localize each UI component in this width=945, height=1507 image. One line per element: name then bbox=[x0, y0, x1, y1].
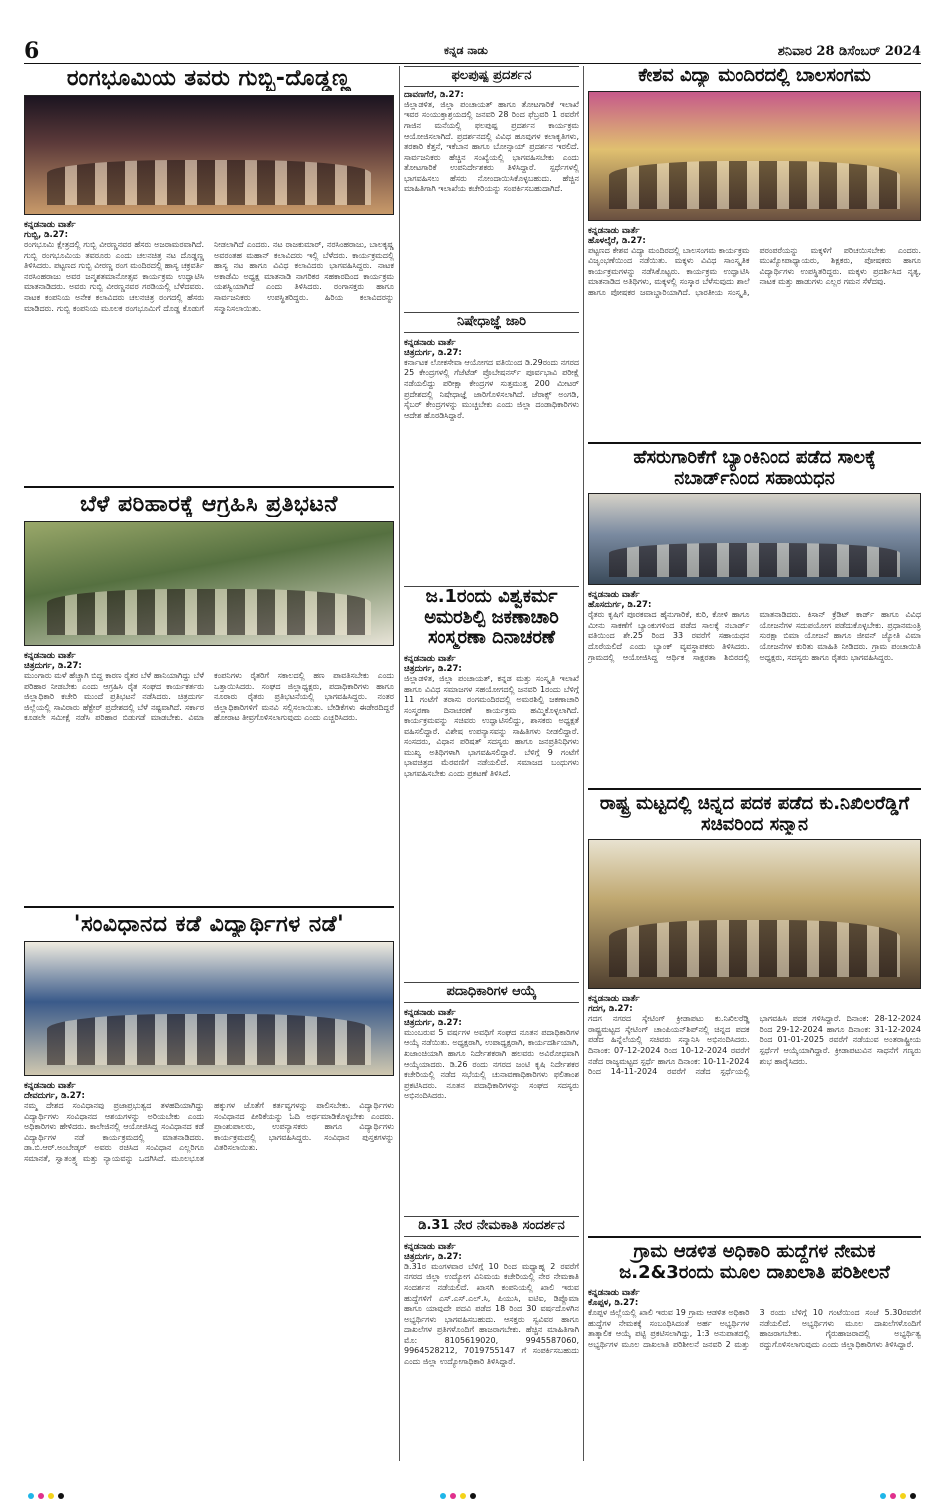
article-body: ರಂಗಭೂಮಿ ಕ್ಷೇತ್ರದಲ್ಲಿ ಗುಬ್ಬಿ ವೀರಣ್ಣನವರ ಹೆಸರು ಅಜರಾಮರವಾಗಿದೆ. ಗುಬ್ಬಿ ರಂಗಭೂಮಿಯ ತವರೂರು ಎಂದು ಚಲನಚಿತ್ರ ನಟ ದೊಡ್ಡಣ್ಣ ತಿಳಿಸಿದರು. ಪಟ್ಟಣದ ಗುಬ್ಬಿ ವೀರಣ್ಣ ರಂಗ ಮಂದಿರದಲ್ಲಿ ಹಾಸ್ಯ ಚಕ್ರವರ್ತಿ ನರಸಿಂಹರಾಜು ಅವರ ಜನ್ಮಶತಮಾನೋತ್ಸವ ಕಾರ್ಯಕ್ರಮ ಉದ್ಘಾಟಿಸಿ ಮಾತನಾಡಿದರು. ಅವರು ಗುಬ್ಬಿ ವೀರಣ್ಣನವರ ಗರಡಿಯಲ್ಲಿ ಬೆಳೆದವರು. ನಾಟಕ ಕಂಪನಿಯ ಅನೇಕ ಕಲಾವಿದರು ಚಲನಚಿತ್ರ ರಂಗದಲ್ಲಿ ಹೆಸರು ಮಾಡಿದರು. ಗುಬ್ಬಿ ಕಂಪನಿಯ ಮೂಲಕ ರಂಗಭೂಮಿಗೆ ದೊಡ್ಡ ಕೊಡುಗೆ ನೀಡಲಾಗಿದೆ ಎಂದರು. ನಟ ರಾಜಕುಮಾರ್, ನರಸಿಂಹರಾಜು, ಬಾಲಕೃಷ್ಣ ಅವರಂತಹ ಮಹಾನ್ ಕಲಾವಿದರು ಇಲ್ಲಿ ಬೆಳೆದರು. ಕಾರ್ಯಕ್ರಮದಲ್ಲಿ ಹಾಸ್ಯ ನಟ ಹಾಗೂ ವಿವಿಧ ಕಲಾವಿದರು ಭಾಗವಹಿಸಿದ್ದರು. ನಾಟಕ ಅಕಾಡೆಮಿ ಅಧ್ಯಕ್ಷ ಮಾತನಾಡಿ ನಾಗರಿಕರ ಸಹಕಾರದಿಂದ ಕಾರ್ಯಕ್ರಮ ಯಶಸ್ವಿಯಾಗಿದೆ ಎಂದು ತಿಳಿಸಿದರು. ರಂಗಾಸಕ್ತರು ಹಾಗೂ ಸಾರ್ವಜನಿಕರು ಉಪಸ್ಥಿತರಿದ್ದರು. ಹಿರಿಯ ಕಲಾವಿದರನ್ನು ಸನ್ಮಾನಿಸಲಾಯಿತು. bbox=[24, 240, 394, 313]
magenta-dot bbox=[450, 1493, 456, 1499]
article-body: ಕರ್ನಾಟಕ ಲೋಕಸೇವಾ ಆಯೋಗದ ವತಿಯಿಂದ ಡಿ.29ರಂದು ನಗರದ 25 ಕೇಂದ್ರಗಳಲ್ಲಿ ಗೆಜೆಟೆಡ್ ಪ್ರೊಬೇಷನರ್ಸ್ ಪೂರ್ವಭಾವಿ ಪರೀಕ್ಷೆ ನಡೆಯಲಿದ್ದು ಪರೀಕ್ಷಾ ಕೇಂದ್ರಗಳ ಸುತ್ತಮುತ್ತ 200 ಮೀಟರ್ ಪ್ರದೇಶದಲ್ಲಿ ನಿಷೇಧಾಜ್ಞೆ ಜಾರಿಗೊಳಿಸಲಾಗಿದೆ. ಜೆರಾಕ್ಸ್ ಅಂಗಡಿ, ಸೈಬರ್ ಕೇಂದ್ರಗಳನ್ನು ಮುಚ್ಚಬೇಕು ಎಂದು ಜಿಲ್ಲಾ ದಂಡಾಧಿಕಾರಿಗಳು ಆದೇಶ ಹೊರಡಿಸಿದ್ದಾರೆ. bbox=[404, 357, 579, 420]
divider bbox=[24, 486, 394, 488]
article-photo bbox=[588, 839, 921, 989]
article-body: ಕೊಪ್ಪಳ ಜಿಲ್ಲೆಯಲ್ಲಿ ಖಾಲಿ ಇರುವ 19 ಗ್ರಾಮ ಆಡಳಿತ ಅಧಿಕಾರಿ ಹುದ್ದೆಗಳ ನೇಮಕಕ್ಕೆ ಸಂಬಂಧಿಸಿದಂತೆ ಅರ್ಹ ಅಭ್ಯರ್ಥಿಗಳ ತಾತ್ಕಾಲಿಕ ಆಯ್ಕೆ ಪಟ್ಟಿ ಪ್ರಕಟಿಸಲಾಗಿದ್ದು, 1:3 ಅನುಪಾತದಲ್ಲಿ ಅಭ್ಯರ್ಥಿಗಳ ಮೂಲ ದಾಖಲಾತಿ ಪರಿಶೀಲನೆ ಜನವರಿ 2 ಮತ್ತು 3 ರಂದು ಬೆಳಿಗ್ಗೆ 10 ಗಂಟೆಯಿಂದ ಸಂಜೆ 5.30ರವರೆಗೆ ನಡೆಯಲಿದೆ. ಅಭ್ಯರ್ಥಿಗಳು ಮೂಲ ದಾಖಲೆಗಳೊಂದಿಗೆ ಹಾಜರಾಗಬೇಕು. ಗೈರುಹಾಜರಾದಲ್ಲಿ ಅಭ್ಯರ್ಥಿತ್ವ ರದ್ದುಗೊಳಿಸಲಾಗುವುದು ಎಂದು ಜಿಲ್ಲಾಧಿಕಾರಿಗಳು ತಿಳಿಸಿದ್ದಾರೆ. bbox=[588, 1308, 921, 1350]
article-protest bbox=[24, 492, 394, 904]
headline: ಬೆಳೆ ಪರಿಹಾರಕ್ಕೆ ಆಗ್ರಹಿಸಿ ಪ್ರತಿಭಟನೆ bbox=[80, 492, 338, 517]
headline: ಗ್ರಾಮ ಆಡಳಿತ ಅಧಿಕಾರಿ ಹುದ್ದೆಗಳ ನೇಮಕ ಜ.2&3ರಂದು ಮೂಲ ದಾಖಲಾತಿ ಪರಿಶೀಲನೆ bbox=[619, 1242, 890, 1283]
article-photo bbox=[588, 493, 921, 585]
article-photo bbox=[588, 91, 921, 221]
byline: ಕನ್ನಡನಾಡು ವಾರ್ತೆ bbox=[588, 225, 640, 236]
headline: 'ಸಂವಿಧಾನದ ಕಡೆ ವಿದ್ಯಾರ್ಥಿಗಳ ನಡೆ' bbox=[73, 912, 345, 937]
article-body: ಜಿಲ್ಲಾಡಳಿತ, ಜಿಲ್ಲಾ ಪಂಚಾಯತ್ ಹಾಗೂ ತೋಟಗಾರಿಕೆ ಇಲಾಖೆ ಇವರ ಸಂಯುಕ್ತಾಶ್ರಯದಲ್ಲಿ ಜನವರಿ 28 ರಿಂದ ಫೆಬ್ರವರಿ 1 ರವರೆಗೆ ಗಾಜಿನ ಮನೆಯಲ್ಲಿ ಫಲಪುಷ್ಪ ಪ್ರದರ್ಶನ ಕಾರ್ಯಕ್ರಮ ಆಯೋಜಿಸಲಾಗಿದೆ. ಪ್ರದರ್ಶನದಲ್ಲಿ ವಿವಿಧ ಹೂವುಗಳ ಕಲಾಕೃತಿಗಳು, ತರಕಾರಿ ಕೆತ್ತನೆ, ಇಕೆಬಾನ ಹಾಗೂ ಬೋನ್ಸಾಯ್ ಪ್ರದರ್ಶನ ಇರಲಿದೆ. ಸಾರ್ವಜನಿಕರು ಹೆಚ್ಚಿನ ಸಂಖ್ಯೆಯಲ್ಲಿ ಭಾಗವಹಿಸಬೇಕು ಎಂದು ತೋಟಗಾರಿಕೆ ಉಪನಿರ್ದೇಶಕರು ತಿಳಿಸಿದ್ದಾರೆ. ಸ್ಪರ್ಧೆಗಳಲ್ಲಿ ಭಾಗವಹಿಸಲು ಹೆಸರು ನೋಂದಾಯಿಸಿಕೊಳ್ಳಬಹುದು. ಹೆಚ್ಚಿನ ಮಾಹಿತಿಗಾಗಿ ಇಲಾಖೆಯ ಕಚೇರಿಯನ್ನು ಸಂಪರ್ಕಿಸಬಹುದಾಗಿದೆ. bbox=[404, 99, 579, 194]
byline: ಕನ್ನಡನಾಡು ವಾರ್ತೆ bbox=[404, 1241, 456, 1252]
black-dot bbox=[58, 1493, 64, 1499]
dateline: ದಾವಣಗೆರೆ, ಡಿ.27: bbox=[404, 89, 464, 100]
registration-marks bbox=[440, 1493, 476, 1499]
article-balasangama bbox=[588, 66, 921, 438]
divider bbox=[588, 1236, 921, 1238]
cyan-dot bbox=[440, 1493, 446, 1499]
article-flower-show bbox=[404, 66, 579, 308]
article-body: ನಮ್ಮ ದೇಶದ ಸಂವಿಧಾನವು ಪ್ರಜಾಪ್ರಭುತ್ವದ ತಳಹದಿಯಾಗಿದ್ದು ವಿದ್ಯಾರ್ಥಿಗಳು ಸಂವಿಧಾನದ ಆಶಯಗಳನ್ನು ಅರಿಯಬೇಕು ಎಂದು ಅಧಿಕಾರಿಗಳು ಹೇಳಿದರು. ಕಾಲೇಜಿನಲ್ಲಿ ಆಯೋಜಿಸಿದ್ದ ಸಂವಿಧಾನದ ಕಡೆ ವಿದ್ಯಾರ್ಥಿಗಳ ನಡೆ ಕಾರ್ಯಕ್ರಮದಲ್ಲಿ ಮಾತನಾಡಿದರು. ಡಾ.ಬಿ.ಆರ್.ಅಂಬೇಡ್ಕರ್ ಅವರು ರಚಿಸಿದ ಸಂವಿಧಾನ ಎಲ್ಲರಿಗೂ ಸಮಾನತೆ, ಸ್ವಾತಂತ್ರ್ಯ ಮತ್ತು ನ್ಯಾಯವನ್ನು ಒದಗಿಸಿದೆ. ಮೂಲಭೂತ ಹಕ್ಕುಗಳ ಜೊತೆಗೆ ಕರ್ತವ್ಯಗಳನ್ನು ಪಾಲಿಸಬೇಕು. ವಿದ್ಯಾರ್ಥಿಗಳು ಸಂವಿಧಾನದ ಪೀಠಿಕೆಯನ್ನು ಓದಿ ಅರ್ಥಮಾಡಿಕೊಳ್ಳಬೇಕು ಎಂದರು. ಪ್ರಾಂಶುಪಾಲರು, ಉಪನ್ಯಾಸಕರು ಹಾಗೂ ವಿದ್ಯಾರ್ಥಿಗಳು ಕಾರ್ಯಕ್ರಮದಲ್ಲಿ ಭಾಗವಹಿಸಿದ್ದರು. ಸಂವಿಧಾನ ಪುಸ್ತಕಗಳನ್ನು ವಿತರಿಸಲಾಯಿತು. bbox=[24, 1101, 394, 1164]
byline: ಕನ್ನಡನಾಡು ವಾರ್ತೆ bbox=[24, 220, 76, 231]
byline: ಕನ್ನಡನಾಡು ವಾರ್ತೆ bbox=[588, 590, 640, 601]
magenta-dot bbox=[38, 1493, 44, 1499]
dateline: ಚಿತ್ರದುರ್ಗ, ಡಿ.27: bbox=[404, 347, 462, 358]
byline: ಕನ್ನಡನಾಡು ವಾರ್ತೆ bbox=[404, 654, 456, 665]
headline: ನಿಷೇಧಾಜ್ಞೆ ಜಾರಿ bbox=[404, 312, 579, 333]
article-jakanachari bbox=[404, 586, 579, 978]
article-gubbi bbox=[24, 66, 394, 484]
divider bbox=[24, 906, 394, 908]
registration-marks bbox=[880, 1493, 916, 1499]
column-rule bbox=[583, 66, 584, 1461]
article-photo bbox=[24, 521, 394, 646]
byline: ಕನ್ನಡನಾಡು ವಾರ್ತೆ bbox=[588, 994, 640, 1005]
registration-marks bbox=[28, 1493, 64, 1499]
yellow-dot bbox=[48, 1493, 54, 1499]
article-body: ಪಟ್ಟಣದ ಕೇಶವ ವಿದ್ಯಾ ಮಂದಿರದಲ್ಲಿ ಬಾಲಸಂಗಮ ಕಾರ್ಯಕ್ರಮ ವಿಜೃಂಭಣೆಯಿಂದ ನಡೆಯಿತು. ಮಕ್ಕಳು ವಿವಿಧ ಸಾಂಸ್ಕೃತಿಕ ಕಾರ್ಯಕ್ರಮಗಳನ್ನು ನಡೆಸಿಕೊಟ್ಟರು. ಕಾರ್ಯಕ್ರಮ ಉದ್ಘಾಟಿಸಿ ಮಾತನಾಡಿದ ಅತಿಥಿಗಳು, ಮಕ್ಕಳಲ್ಲಿ ಸಂಸ್ಕಾರ ಬೆಳೆಸುವುದು ಶಾಲೆ ಹಾಗೂ ಪೋಷಕರ ಜವಾಬ್ದಾರಿಯಾಗಿದೆ. ಭಾರತೀಯ ಸಂಸ್ಕೃತಿ, ಪರಂಪರೆಯನ್ನು ಮಕ್ಕಳಿಗೆ ಪರಿಚಯಿಸಬೇಕು ಎಂದರು. ಮುಖ್ಯೋಪಾಧ್ಯಾಯರು, ಶಿಕ್ಷಕರು, ಪೋಷಕರು ಹಾಗೂ ವಿದ್ಯಾರ್ಥಿಗಳು ಉಪಸ್ಥಿತರಿದ್ದರು. ಮಕ್ಕಳು ಪ್ರದರ್ಶಿಸಿದ ನೃತ್ಯ, ನಾಟಕ ಮತ್ತು ಹಾಡುಗಳು ಎಲ್ಲರ ಗಮನ ಸೆಳೆದವು. bbox=[588, 245, 921, 297]
article-body: ಡಿ.31ರ ಮಂಗಳವಾರ ಬೆಳಿಗ್ಗೆ 10 ರಿಂದ ಮಧ್ಯಾಹ್ನ 2 ರವರೆಗೆ ನಗರದ ಜಿಲ್ಲಾ ಉದ್ಯೋಗ ವಿನಿಮಯ ಕಚೇರಿಯಲ್ಲಿ ನೇರ ನೇಮಕಾತಿ ಸಂದರ್ಶನ ನಡೆಯಲಿದೆ. ಖಾಸಗಿ ಕಂಪನಿಯಲ್ಲಿ ಖಾಲಿ ಇರುವ ಹುದ್ದೆಗಳಿಗೆ ಎಸ್.ಎಸ್.ಎಲ್.ಸಿ, ಪಿಯುಸಿ, ಐಟಿಐ, ಡಿಪ್ಲೊಮಾ ಹಾಗೂ ಯಾವುದೇ ಪದವಿ ಪಡೆದ 18 ರಿಂದ 30 ವರ್ಷದೊಳಗಿನ ಅಭ್ಯರ್ಥಿಗಳು ಭಾಗವಹಿಸಬಹುದು. ಆಸಕ್ತರು ಸ್ವವಿವರ ಹಾಗೂ ದಾಖಲೆಗಳ ಪ್ರತಿಗಳೊಂದಿಗೆ ಹಾಜರಾಗಬೇಕು. ಹೆಚ್ಚಿನ ಮಾಹಿತಿಗಾಗಿ ಮೊ: 8105619020, 9945587060, 9964528212, 7019755147 ಗೆ ಸಂಪರ್ಕಿಸಬಹುದು ಎಂದು ಜಿಲ್ಲಾ ಉದ್ಯೋಗಾಧಿಕಾರಿ ತಿಳಿಸಿದ್ದಾರೆ. bbox=[404, 1261, 579, 1366]
dateline: ಹೊಸದುರ್ಗ, ಡಿ.27: bbox=[588, 600, 652, 611]
byline: ಕನ್ನಡನಾಡು ವಾರ್ತೆ bbox=[588, 1288, 640, 1299]
article-body: ಮುಂಬರುವ 5 ವರ್ಷಗಳ ಅವಧಿಗೆ ಸಂಘದ ನೂತನ ಪದಾಧಿಕಾರಿಗಳ ಆಯ್ಕೆ ನಡೆಯಿತು. ಅಧ್ಯಕ್ಷರಾಗಿ, ಉಪಾಧ್ಯಕ್ಷರಾಗಿ, ಕಾರ್ಯದರ್ಶಿಯಾಗಿ, ಖಜಾಂಚಿಯಾಗಿ ಹಾಗೂ ನಿರ್ದೇಶಕರಾಗಿ ಹಲವರು ಅವಿರೋಧವಾಗಿ ಆಯ್ಕೆಯಾದರು. ಡಿ.26 ರಂದು ನಗರದ ಜಂಟಿ ಕೃಷಿ ನಿರ್ದೇಶಕರ ಕಚೇರಿಯಲ್ಲಿ ನಡೆದ ಸಭೆಯಲ್ಲಿ ಚುನಾವಣಾಧಿಕಾರಿಗಳು ಫಲಿತಾಂಶ ಪ್ರಕಟಿಸಿದರು. ನೂತನ ಪದಾಧಿಕಾರಿಗಳನ್ನು ಸಂಘದ ಸದಸ್ಯರು ಅಭಿನಂದಿಸಿದರು. bbox=[404, 1027, 579, 1101]
headline: ಕೇಶವ ವಿದ್ಯಾ ಮಂದಿರದಲ್ಲಿ ಬಾಲಸಂಗಮ bbox=[638, 66, 871, 86]
article-prohibitory-order bbox=[404, 312, 579, 582]
dateline: ಚಿತ್ರದುರ್ಗ, ಡಿ.27: bbox=[404, 1251, 462, 1262]
divider bbox=[588, 788, 921, 790]
byline: ಕನ್ನಡನಾಡು ವಾರ್ತೆ bbox=[404, 1007, 456, 1018]
yellow-dot bbox=[460, 1493, 466, 1499]
masthead bbox=[24, 40, 921, 64]
yellow-dot bbox=[900, 1493, 906, 1499]
article-body: ಮುಂಗಾರು ಮಳೆ ಹೆಚ್ಚಾಗಿ ಬಿದ್ದ ಕಾರಣ ರೈತರ ಬೆಳೆ ಹಾನಿಯಾಗಿದ್ದು ಬೆಳೆ ಪರಿಹಾರ ನೀಡಬೇಕು ಎಂದು ಆಗ್ರಹಿಸಿ ರೈತ ಸಂಘದ ಕಾರ್ಯಕರ್ತರು ಜಿಲ್ಲಾಧಿಕಾರಿ ಕಚೇರಿ ಮುಂದೆ ಪ್ರತಿಭಟನೆ ನಡೆಸಿದರು. ಚಿತ್ರದುರ್ಗ ಜಿಲ್ಲೆಯಲ್ಲಿ ಸಾವಿರಾರು ಹೆಕ್ಟೇರ್ ಪ್ರದೇಶದಲ್ಲಿ ಬೆಳೆ ನಷ್ಟವಾಗಿದೆ. ಸರ್ಕಾರ ಕೂಡಲೇ ಸಮೀಕ್ಷೆ ನಡೆಸಿ ಪರಿಹಾರ ಬಿಡುಗಡೆ ಮಾಡಬೇಕು. ವಿಮಾ ಕಂಪನಿಗಳು ರೈತರಿಗೆ ಸಕಾಲದಲ್ಲಿ ಹಣ ಪಾವತಿಸಬೇಕು ಎಂದು ಒತ್ತಾಯಿಸಿದರು. ಸಂಘದ ಜಿಲ್ಲಾಧ್ಯಕ್ಷರು, ಪದಾಧಿಕಾರಿಗಳು ಹಾಗೂ ನೂರಾರು ರೈತರು ಪ್ರತಿಭಟನೆಯಲ್ಲಿ ಭಾಗವಹಿಸಿದ್ದರು. ನಂತರ ಜಿಲ್ಲಾಧಿಕಾರಿಗಳಿಗೆ ಮನವಿ ಸಲ್ಲಿಸಲಾಯಿತು. ಬೇಡಿಕೆಗಳು ಈಡೇರದಿದ್ದರೆ ಹೋರಾಟ ತೀವ್ರಗೊಳಿಸಲಾಗುವುದು ಎಂದು ಎಚ್ಚರಿಸಿದರು. bbox=[24, 671, 394, 723]
dateline: ಚಿತ್ರದುರ್ಗ, ಡಿ.27: bbox=[404, 1017, 462, 1028]
headline: ಡಿ.31 ನೇರ ನೇಮಕಾತಿ ಸಂದರ್ಶನ bbox=[404, 1216, 579, 1237]
article-gold-medal bbox=[588, 794, 921, 1232]
divider bbox=[588, 442, 921, 444]
headline: ಪದಾಧಿಕಾರಿಗಳ ಆಯ್ಕೆ bbox=[404, 982, 579, 1003]
article-walk-in-interview bbox=[404, 1216, 579, 1460]
cyan-dot bbox=[28, 1493, 34, 1499]
dateline: ದೇವದುರ್ಗ, ಡಿ.27: bbox=[24, 1091, 85, 1102]
article-body: ರೈತರು ಕೃಷಿಗೆ ಪೂರಕವಾದ ಹೈನುಗಾರಿಕೆ, ಕುರಿ, ಕೋಳಿ ಹಾಗೂ ಮೀನು ಸಾಕಣೆಗೆ ಬ್ಯಾಂಕುಗಳಿಂದ ಪಡೆದ ಸಾಲಕ್ಕೆ ನಬಾರ್ಡ್ ವತಿಯಿಂದ ಶೇ.25 ರಿಂದ 33 ರವರೆಗೆ ಸಹಾಯಧನ ದೊರೆಯಲಿದೆ ಎಂದು ಬ್ಯಾಂಕ್ ವ್ಯವಸ್ಥಾಪಕರು ತಿಳಿಸಿದರು. ಗ್ರಾಮದಲ್ಲಿ ಆಯೋಜಿಸಿದ್ದ ಆರ್ಥಿಕ ಸಾಕ್ಷರತಾ ಶಿಬಿರದಲ್ಲಿ ಮಾತನಾಡಿದರು. ಕಿಸಾನ್ ಕ್ರೆಡಿಟ್ ಕಾರ್ಡ್ ಹಾಗೂ ವಿವಿಧ ಯೋಜನೆಗಳ ಸದುಪಯೋಗ ಪಡೆದುಕೊಳ್ಳಬೇಕು. ಪ್ರಧಾನಮಂತ್ರಿ ಸುರಕ್ಷಾ ಬಿಮಾ ಯೋಜನೆ ಹಾಗೂ ಜೀವನ್ ಜ್ಯೋತಿ ವಿಮಾ ಯೋಜನೆಗಳ ಕುರಿತು ಮಾಹಿತಿ ನೀಡಿದರು. ಗ್ರಾಮ ಪಂಚಾಯಿತಿ ಅಧ್ಯಕ್ಷರು, ಸದಸ್ಯರು ಹಾಗೂ ರೈತರು ಭಾಗವಹಿಸಿದ್ದರು. bbox=[588, 610, 921, 662]
dateline: ಹೊಳಲ್ಕೆರೆ, ಡಿ.27: bbox=[588, 235, 646, 246]
black-dot bbox=[910, 1493, 916, 1499]
cyan-dot bbox=[880, 1493, 886, 1499]
article-nabard-subsidy bbox=[588, 448, 921, 784]
headline: ರಾಷ್ಟ್ರ ಮಟ್ಟದಲ್ಲಿ ಚಿನ್ನದ ಪದಕ ಪಡೆದ ಕು.ನಿಖಿಲರೆಡ್ಡಿಗೆ ಸಚಿವರಿಂದ ಸನ್ಮಾನ bbox=[599, 794, 910, 835]
byline: ಕನ್ನಡನಾಡು ವಾರ್ತೆ bbox=[24, 1081, 76, 1092]
issue-date: ಶನಿವಾರ 28 ಡಿಸೆಂಬರ್ 2024 bbox=[777, 44, 921, 59]
headline: ಫಲಪುಷ್ಪ ಪ್ರದರ್ಶನ bbox=[404, 66, 579, 87]
article-village-officer bbox=[588, 1242, 921, 1460]
dateline: ಚಿತ್ರದುರ್ಗ, ಡಿ.27: bbox=[24, 661, 82, 672]
article-body: ಗದಗ ನಗರದ ಸ್ಕೇಟಿಂಗ್ ಕ್ರೀಡಾಪಟು ಕು.ನಿಖಿಲರೆಡ್ಡಿ ರಾಷ್ಟ್ರಮಟ್ಟದ ಸ್ಕೇಟಿಂಗ್ ಚಾಂಪಿಯನ್‌ಶಿಪ್‌ನಲ್ಲಿ ಚಿನ್ನದ ಪದಕ ಪಡೆದ ಹಿನ್ನೆಲೆಯಲ್ಲಿ ಸಚಿವರು ಸನ್ಮಾನಿಸಿ ಅಭಿನಂದಿಸಿದರು. ದಿನಾಂಕ: 07-12-2024 ರಿಂದ 10-12-2024 ರವರೆಗೆ ನಡೆದ ರಾಜ್ಯಮಟ್ಟದ ಸ್ಪರ್ಧೆ ಹಾಗೂ ದಿನಾಂಕ: 10-11-2024 ರಿಂದ 14-11-2024 ರವರೆಗೆ ನಡೆದ ಸ್ಪರ್ಧೆಯಲ್ಲಿ ಭಾಗವಹಿಸಿ ಪದಕ ಗಳಿಸಿದ್ದಾರೆ. ದಿನಾಂಕ: 28-12-2024 ರಿಂದ 29-12-2024 ಹಾಗೂ ದಿನಾಂಕ: 31-12-2024 ರಿಂದ 01-01-2025 ರವರೆಗೆ ನಡೆಯುವ ಅಂತರಾಷ್ಟ್ರೀಯ ಸ್ಪರ್ಧೆಗೆ ಆಯ್ಕೆಯಾಗಿದ್ದಾರೆ. ಕ್ರೀಡಾಪಟುವಿನ ಸಾಧನೆಗೆ ಗಣ್ಯರು ಶುಭ ಹಾರೈಸಿದರು. bbox=[588, 1014, 921, 1077]
article-body: ಜಿಲ್ಲಾಡಳಿತ, ಜಿಲ್ಲಾ ಪಂಚಾಯತ್, ಕನ್ನಡ ಮತ್ತು ಸಂಸ್ಕೃತಿ ಇಲಾಖೆ ಹಾಗೂ ವಿವಿಧ ಸಮಾಜಗಳ ಸಹಯೋಗದಲ್ಲಿ ಜನವರಿ 1ರಂದು ಬೆಳಿಗ್ಗೆ 11 ಗಂಟೆಗೆ ತರಾಸು ರಂಗಮಂದಿರದಲ್ಲಿ ಅಮರಶಿಲ್ಪಿ ಜಕಣಾಚಾರಿ ಸಂಸ್ಮರಣಾ ದಿನಾಚರಣೆ ಕಾರ್ಯಕ್ರಮ ಹಮ್ಮಿಕೊಳ್ಳಲಾಗಿದೆ. ಕಾರ್ಯಕ್ರಮವನ್ನು ಸಚಿವರು ಉದ್ಘಾಟಿಸಲಿದ್ದು, ಶಾಸಕರು ಅಧ್ಯಕ್ಷತೆ ವಹಿಸಲಿದ್ದಾರೆ. ವಿಶೇಷ ಉಪನ್ಯಾಸವನ್ನು ಸಾಹಿತಿಗಳು ನೀಡಲಿದ್ದಾರೆ. ಸಂಸದರು, ವಿಧಾನ ಪರಿಷತ್ ಸದಸ್ಯರು ಹಾಗೂ ಜನಪ್ರತಿನಿಧಿಗಳು ಮುಖ್ಯ ಅತಿಥಿಗಳಾಗಿ ಭಾಗವಹಿಸಲಿದ್ದಾರೆ. ಬೆಳಿಗ್ಗೆ 9 ಗಂಟೆಗೆ ಭಾವಚಿತ್ರದ ಮೆರವಣಿಗೆ ನಡೆಯಲಿದೆ. ಸಮಾಜದ ಬಂಧುಗಳು ಭಾಗವಹಿಸಬೇಕು ಎಂದು ಪ್ರಕಟಣೆ ತಿಳಿಸಿದೆ. bbox=[404, 674, 579, 778]
article-photo bbox=[24, 941, 394, 1076]
article-photo bbox=[24, 95, 394, 215]
byline: ಕನ್ನಡನಾಡು ವಾರ್ತೆ bbox=[404, 337, 456, 348]
byline: ಕನ್ನಡನಾಡು ವಾರ್ತೆ bbox=[24, 651, 76, 662]
dateline: ಚಿತ್ರದುರ್ಗ, ಡಿ.27: bbox=[404, 664, 462, 675]
magenta-dot bbox=[890, 1493, 896, 1499]
black-dot bbox=[470, 1493, 476, 1499]
article-office-bearers bbox=[404, 982, 579, 1212]
headline: ಜ.1ರಂದು ವಿಶ್ವಕರ್ಮ ಅಮರಶಿಲ್ಪಿ ಜಕಣಾಚಾರಿ ಸಂಸ್ಮರಣಾ ದಿನಾಚರಣೆ bbox=[404, 586, 579, 649]
page-number: 6 bbox=[24, 38, 40, 64]
column-rule bbox=[399, 66, 400, 1461]
paper-name: ಕನ್ನಡ ನಾಡು bbox=[444, 44, 488, 57]
dateline: ಕೊಪ್ಪಳ, ಡಿ.27: bbox=[588, 1298, 639, 1309]
dateline: ಗುಬ್ಬಿ, ಡಿ.27: bbox=[24, 230, 68, 241]
dateline: ಗದಗ, ಡಿ.27: bbox=[588, 1004, 633, 1015]
article-constitution bbox=[24, 912, 394, 1460]
headline: ರಂಗಭೂಮಿಯ ತವರು ಗುಬ್ಬಿ-ದೊಡ್ಡಣ್ಣ bbox=[66, 66, 352, 91]
headline: ಹೆಸರುಗಾರಿಕೆಗೆ ಬ್ಯಾಂಕಿನಿಂದ ಪಡೆದ ಸಾಲಕ್ಕೆ ನಬಾರ್ಡ್‌ನಿಂದ ಸಹಾಯಧನ bbox=[633, 448, 876, 489]
